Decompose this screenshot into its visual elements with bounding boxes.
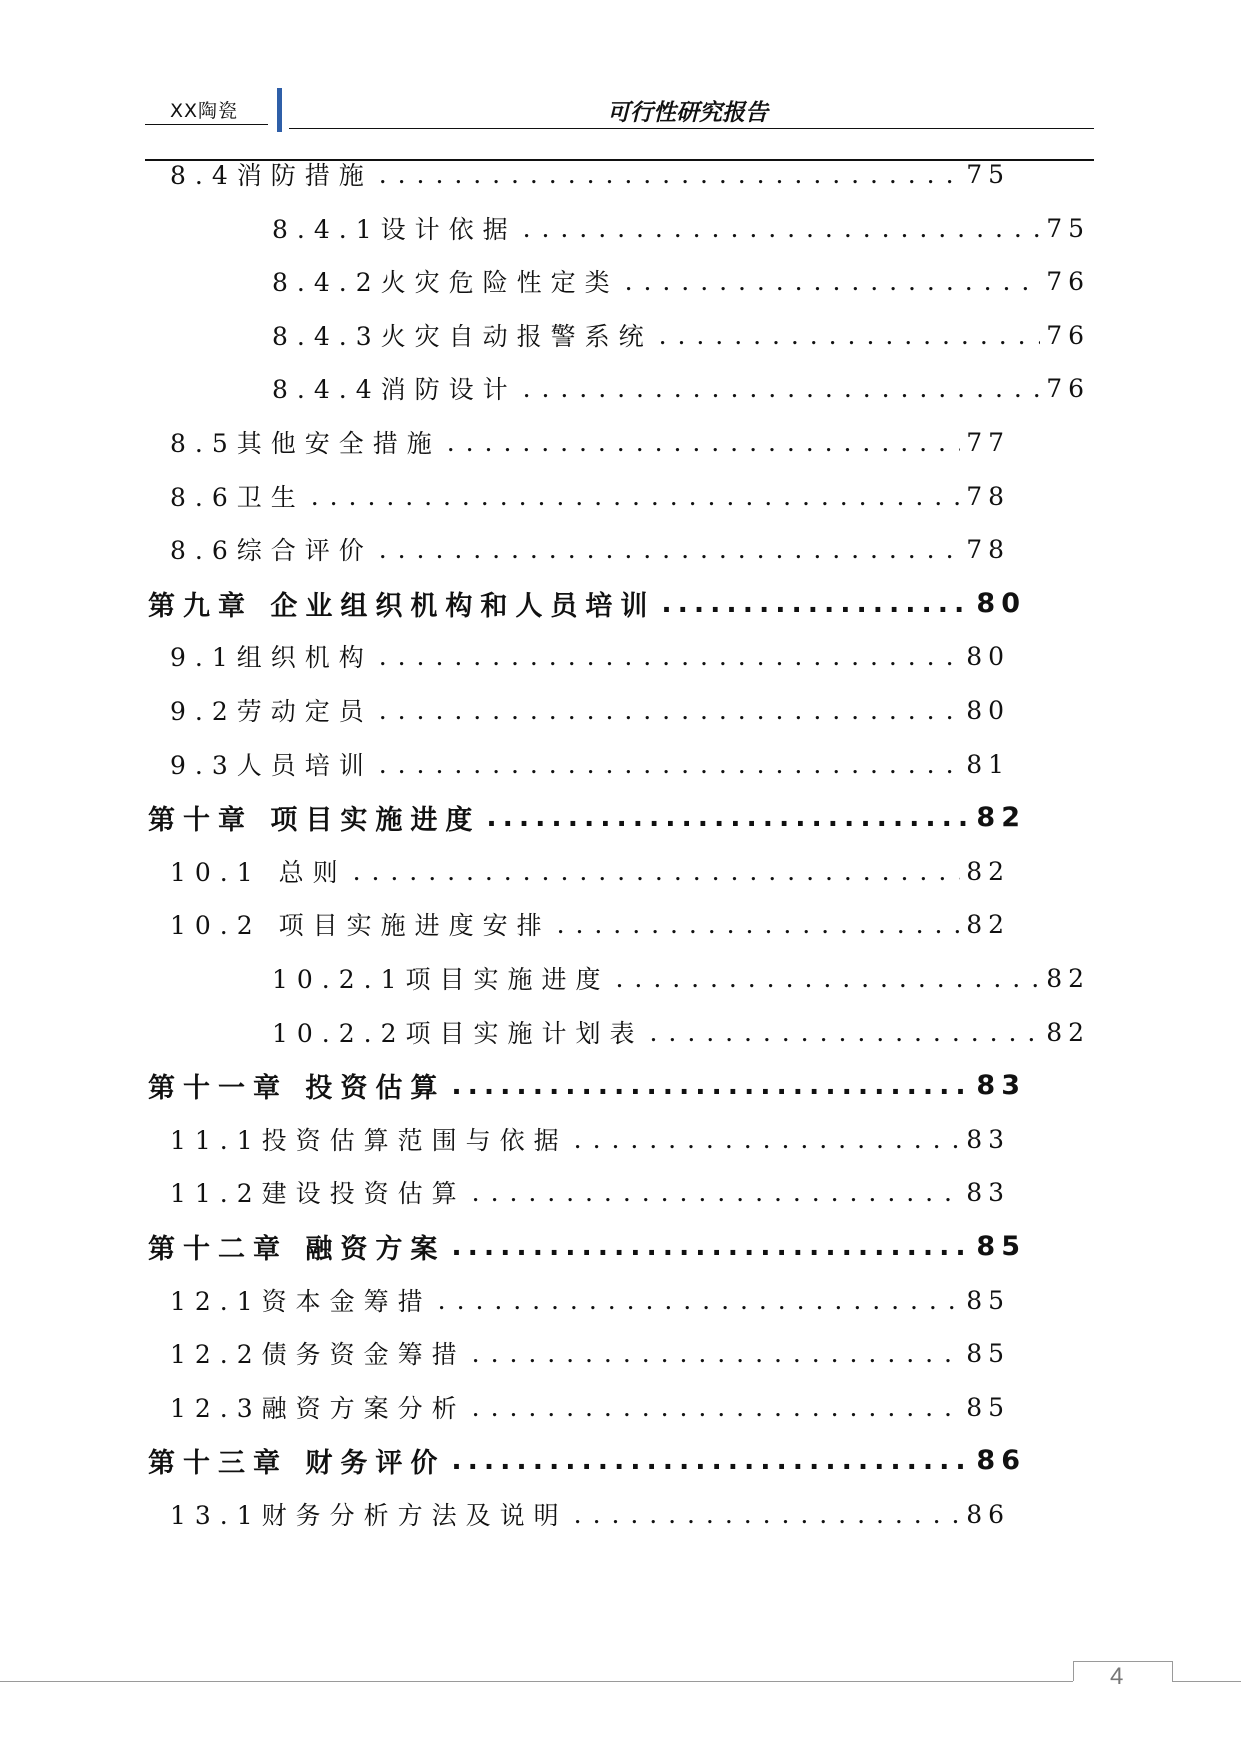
toc-entry-page: 80 bbox=[966, 695, 1010, 725]
header-underline-right bbox=[289, 128, 1094, 129]
toc-entry-page: 85 bbox=[966, 1338, 1010, 1368]
toc-entry-title: 13.1财务分析方法及说明 bbox=[170, 1501, 568, 1530]
toc-entry-title: 9.3人员培训 bbox=[170, 751, 373, 780]
toc-dot-leader bbox=[625, 267, 1041, 296]
toc-section-entry[interactable] bbox=[170, 1119, 1010, 1159]
toc-section-entry[interactable] bbox=[170, 1494, 1010, 1534]
toc-entry-title: 8.4.1设计依据 bbox=[272, 215, 517, 244]
toc-dot-leader bbox=[616, 964, 1041, 993]
toc-entry-title: 8.4.4消防设计 bbox=[272, 375, 517, 404]
toc-entry-title: 12.1资本金筹措 bbox=[170, 1287, 432, 1316]
toc-section-entry[interactable] bbox=[170, 1387, 1010, 1427]
toc-entry-title: 10.2.2项目实施计划表 bbox=[272, 1019, 644, 1048]
toc-entry-page: 76 bbox=[1046, 320, 1090, 350]
header-report-title: 可行性研究报告 bbox=[607, 99, 768, 126]
toc-section-entry[interactable] bbox=[272, 958, 1090, 998]
toc-entry-page: 81 bbox=[966, 749, 1010, 779]
toc-entry-page: 82 bbox=[966, 856, 1010, 886]
toc-entry-title: 第十三章 财务评价 bbox=[148, 1447, 446, 1479]
toc-entry-page: 75 bbox=[966, 159, 1010, 189]
footer-line bbox=[0, 1681, 1073, 1682]
toc-dot-leader bbox=[659, 321, 1041, 350]
toc-dot-leader bbox=[557, 910, 961, 939]
toc-dot-leader bbox=[472, 1393, 961, 1422]
toc-section-entry[interactable] bbox=[170, 529, 1010, 569]
toc-entry-page: 75 bbox=[1046, 213, 1090, 243]
toc-dot-leader bbox=[379, 160, 960, 189]
toc-section-entry[interactable] bbox=[170, 154, 1010, 194]
toc-entry-page: 82 bbox=[966, 909, 1010, 939]
toc-dot-leader bbox=[311, 482, 960, 511]
toc-entry-title: 10.2.1项目实施进度 bbox=[272, 965, 610, 994]
toc-dot-leader bbox=[650, 1018, 1041, 1047]
toc-entry-page: 76 bbox=[1046, 266, 1090, 296]
toc-entry-page: 83 bbox=[966, 1124, 1010, 1154]
toc-entry-page: 78 bbox=[966, 481, 1010, 511]
toc-entry-title: 第九章 企业组织机构和人员培训 bbox=[148, 590, 656, 622]
toc-entry-page: 80 bbox=[966, 641, 1010, 671]
toc-entry-page: 85 bbox=[966, 1392, 1010, 1422]
toc-dot-leader bbox=[379, 642, 960, 671]
toc-entry-title: 第十一章 投资估算 bbox=[148, 1072, 446, 1104]
header-underline-left bbox=[145, 124, 268, 125]
toc-section-entry[interactable] bbox=[170, 476, 1010, 516]
toc-entry-page: 86 bbox=[966, 1499, 1010, 1529]
footer-tab-top bbox=[1073, 1661, 1173, 1662]
toc-entry-title: 第十章 项目实施进度 bbox=[148, 804, 481, 836]
toc-chapter-entry[interactable] bbox=[148, 1065, 1026, 1105]
toc-chapter-entry[interactable] bbox=[148, 1226, 1026, 1266]
header-company: XX陶瓷 bbox=[170, 100, 239, 122]
toc-entry-page: 82 bbox=[976, 801, 1026, 833]
toc-dot-leader bbox=[379, 535, 960, 564]
toc-dot-leader bbox=[523, 374, 1041, 403]
toc-dot-leader bbox=[661, 588, 970, 619]
toc-entry-page: 78 bbox=[966, 534, 1010, 564]
header-accent-bar bbox=[277, 88, 282, 132]
toc-entry-title: 9.2劳动定员 bbox=[170, 697, 373, 726]
toc-dot-leader bbox=[451, 1231, 970, 1262]
page-number: 4 bbox=[1110, 1663, 1124, 1690]
toc-entry-title: 8.5其他安全措施 bbox=[170, 429, 441, 458]
toc-entry-page: 77 bbox=[966, 427, 1010, 457]
toc-section-entry[interactable] bbox=[170, 744, 1010, 784]
toc-entry-page: 85 bbox=[966, 1285, 1010, 1315]
toc-section-entry[interactable] bbox=[170, 690, 1010, 730]
toc-dot-leader bbox=[451, 1445, 970, 1476]
toc-entry-page: 83 bbox=[966, 1177, 1010, 1207]
toc-entry-title: 12.3融资方案分析 bbox=[170, 1394, 466, 1423]
toc-section-entry[interactable] bbox=[272, 368, 1090, 408]
toc-dot-leader bbox=[353, 857, 961, 886]
toc-entry-title: 11.1投资估算范围与依据 bbox=[170, 1126, 568, 1155]
toc-dot-leader bbox=[451, 1070, 970, 1101]
toc-entry-title: 8.6综合评价 bbox=[170, 536, 373, 565]
toc-entry-page: 82 bbox=[1046, 963, 1090, 993]
toc-section-entry[interactable] bbox=[170, 422, 1010, 462]
toc-dot-leader bbox=[447, 428, 960, 457]
toc-section-entry[interactable] bbox=[170, 1333, 1010, 1373]
toc-entry-title: 10.2 项目实施进度安排 bbox=[170, 911, 551, 940]
toc-chapter-entry[interactable] bbox=[148, 797, 1026, 837]
toc-dot-leader bbox=[379, 750, 960, 779]
toc-chapter-entry[interactable] bbox=[148, 1440, 1026, 1480]
toc-entry-page: 80 bbox=[976, 587, 1026, 619]
toc-dot-leader bbox=[379, 696, 960, 725]
toc-section-entry[interactable] bbox=[170, 851, 1010, 891]
toc-dot-leader bbox=[574, 1500, 961, 1529]
toc-section-entry[interactable] bbox=[272, 208, 1090, 248]
toc-entry-page: 85 bbox=[976, 1230, 1026, 1262]
toc-entry-title: 第十二章 融资方案 bbox=[148, 1233, 446, 1265]
toc-section-entry[interactable] bbox=[170, 636, 1010, 676]
toc-entry-page: 86 bbox=[976, 1444, 1026, 1476]
toc-entry-title: 8.4.2火灾危险性定类 bbox=[272, 268, 619, 297]
toc-entry-title: 9.1组织机构 bbox=[170, 643, 373, 672]
toc-entry-page: 83 bbox=[976, 1069, 1026, 1101]
toc-section-entry[interactable] bbox=[170, 1172, 1010, 1212]
toc-entry-title: 8.4消防措施 bbox=[170, 161, 373, 190]
toc-chapter-entry[interactable] bbox=[148, 583, 1026, 623]
toc-section-entry[interactable] bbox=[272, 1012, 1090, 1052]
toc-entry-page: 76 bbox=[1046, 373, 1090, 403]
toc-dot-leader bbox=[472, 1339, 961, 1368]
footer-line-right bbox=[1172, 1681, 1241, 1682]
footer-tab-left bbox=[1073, 1661, 1074, 1681]
toc-dot-leader bbox=[523, 214, 1041, 243]
toc-entry-title: 12.2债务资金筹措 bbox=[170, 1340, 466, 1369]
toc-entry-title: 8.4.3火灾自动报警系统 bbox=[272, 322, 653, 351]
toc-dot-leader bbox=[486, 802, 970, 833]
toc-section-entry[interactable] bbox=[170, 1280, 1010, 1320]
toc-dot-leader bbox=[438, 1286, 961, 1315]
toc-dot-leader bbox=[574, 1125, 961, 1154]
toc-entry-title: 8.6卫生 bbox=[170, 483, 305, 512]
toc-dot-leader bbox=[472, 1178, 961, 1207]
toc-section-entry[interactable] bbox=[170, 904, 1010, 944]
toc-section-entry[interactable] bbox=[272, 261, 1090, 301]
toc-section-entry[interactable] bbox=[272, 315, 1090, 355]
footer-tab-right bbox=[1172, 1661, 1173, 1681]
page-header bbox=[0, 0, 1241, 170]
toc-entry-page: 82 bbox=[1046, 1017, 1090, 1047]
toc-entry-title: 10.1 总则 bbox=[170, 858, 347, 887]
toc-entry-title: 11.2建设投资估算 bbox=[170, 1179, 466, 1208]
